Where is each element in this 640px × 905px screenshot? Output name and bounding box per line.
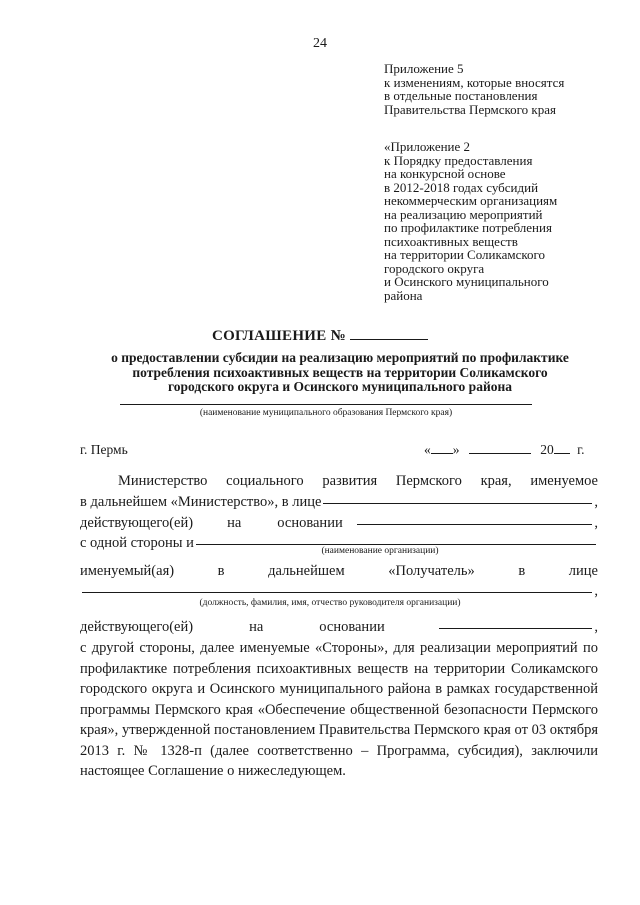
- date-line: [424, 442, 585, 458]
- word: именуемое: [530, 473, 598, 489]
- main-paragraph: с другой стороны, далее именуемые «Стороны», для реализации мероприятий по профилактике потребления психоактивных веществ на территории Соликамского городского округа и Осинского муниципального района в рамках государственной программы Пермского края «Обеспечение общественной безопасности Пермского края», утвержденной постановлением Правительства Пермского края от 03 октября 2013 г. № 1328-п (далее соответственно – Программа, субсидия), заключили настоящее Соглашение о нижеследующем.: [80, 640, 598, 779]
- organization-blank[interactable]: [196, 543, 596, 545]
- body-line-7: [80, 619, 598, 636]
- month-blank[interactable]: [469, 443, 531, 454]
- word: дальнейшем: [268, 563, 345, 579]
- word: Министерство: [118, 473, 208, 489]
- appendix-5-line: Правительства Пермского края: [384, 101, 556, 117]
- agreement-number-blank[interactable]: [350, 327, 428, 340]
- comma: ,: [594, 494, 598, 510]
- appendix-5-line: Приложение 5: [384, 61, 464, 76]
- appendix-2-line: по профилактике потребления: [384, 220, 552, 235]
- word: Пермского: [395, 473, 462, 489]
- city-label: г. Пермь: [80, 442, 128, 457]
- comma: ,: [594, 619, 598, 635]
- word: действующего(ей): [80, 515, 194, 531]
- word: в: [518, 563, 526, 579]
- ministry-representative-blank[interactable]: [323, 502, 592, 504]
- subtitle-line: о предоставлении субсидии на реализацию мероприятий по профилактике: [111, 350, 569, 365]
- organization-caption: (наименование организации): [321, 546, 439, 556]
- recipient-representative-blank[interactable]: [82, 591, 592, 593]
- comma: ,: [594, 583, 598, 599]
- appendix-2-header: [384, 140, 557, 302]
- appendix-2-line: на конкурсной основе: [384, 166, 506, 181]
- word: развития: [322, 473, 378, 489]
- municipality-caption: (наименование муниципального образования Пермского края): [199, 408, 453, 418]
- appendix-2-line: к Порядку предоставления: [384, 152, 533, 168]
- word: именуемый(ая): [80, 563, 175, 579]
- body-line-2: [80, 494, 598, 511]
- appendix-2-line: и Осинского муниципального: [384, 274, 549, 289]
- word: на: [227, 515, 242, 531]
- appendix-2-line: в 2012-2018 годах субсидий: [384, 179, 539, 195]
- quote-open: «: [424, 442, 431, 457]
- appendix-5-line: в отдельные постановления: [384, 88, 538, 103]
- municipality-blank[interactable]: [120, 404, 532, 405]
- ministry-representative-label: в дальнейшем «Министерство», в лице: [80, 494, 322, 510]
- year-blank[interactable]: [554, 443, 570, 454]
- word: действующего(ей): [80, 619, 194, 635]
- appendix-2-line: «Приложение 2: [384, 139, 471, 154]
- subtitle-line: потребления психоактивных веществ на территории Соликамского: [132, 364, 548, 380]
- body-line-3: [80, 515, 598, 532]
- agreement-subtitle: [70, 351, 610, 395]
- word: лице: [568, 563, 598, 579]
- appendix-5-header: [384, 62, 564, 116]
- position-caption: (должность, фамилия, имя, отчество руководителя организации): [199, 598, 461, 608]
- year-suffix: г.: [577, 442, 585, 457]
- agreement-title-text: СОГЛАШЕНИЕ №: [211, 328, 346, 344]
- word: основании: [277, 515, 343, 531]
- day-blank[interactable]: [431, 443, 453, 454]
- word: социального: [226, 473, 304, 489]
- appendix-2-line: района: [384, 287, 423, 303]
- comma: ,: [594, 515, 598, 531]
- year-prefix: 20: [540, 442, 554, 457]
- word: на: [249, 619, 264, 635]
- appendix-2-line: психоактивных веществ: [384, 233, 518, 249]
- word: основании: [319, 619, 385, 635]
- word: в: [217, 563, 225, 579]
- recipient-basis-blank[interactable]: [439, 627, 593, 629]
- ministry-basis-blank[interactable]: [357, 523, 593, 525]
- appendix-2-line: на территории Соликамского: [384, 247, 546, 262]
- appendix-2-line: на реализацию мероприятий: [384, 206, 543, 222]
- word: «Получатель»: [388, 563, 475, 579]
- page-number: 24: [313, 36, 327, 51]
- appendix-2-line: некоммерческим организациям: [384, 193, 558, 208]
- one-side-label: с одной стороны и: [80, 535, 194, 551]
- body-line-1: [80, 473, 598, 490]
- subtitle-line: городского округа и Осинского муниципального района: [167, 379, 512, 394]
- body-line-5: [80, 563, 598, 580]
- quote-close: »: [452, 442, 460, 457]
- appendix-2-line: городского округа: [384, 260, 485, 276]
- agreement-title: [0, 327, 640, 345]
- appendix-5-line: к изменениям, которые вносятся: [384, 74, 565, 90]
- word: края,: [480, 473, 512, 489]
